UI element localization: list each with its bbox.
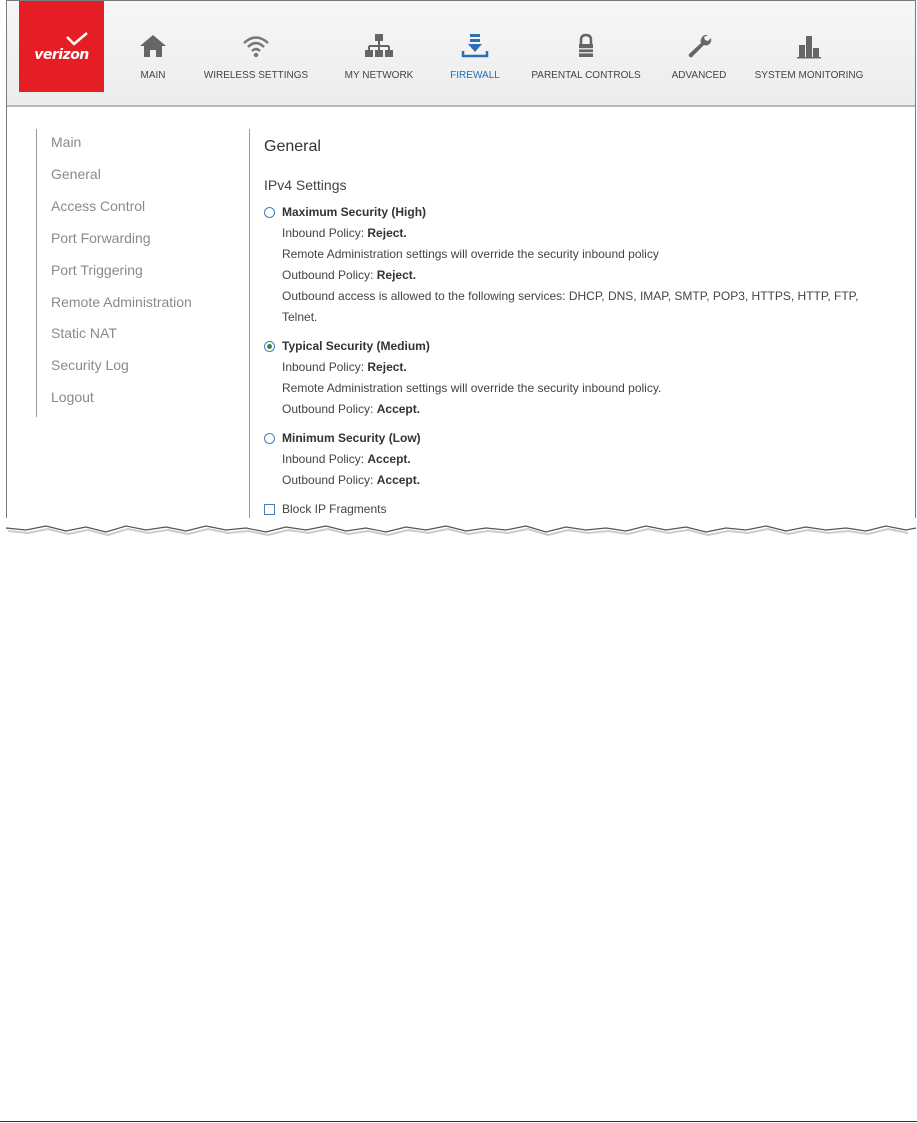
nav-label: WIRELESS SETTINGS [203, 70, 309, 81]
section-title: IPv4 Settings [264, 177, 347, 193]
inbound-policy-value: Reject. [367, 360, 407, 374]
screenshot [6, 0, 916, 538]
block-ip-fragments-label[interactable]: Block IP Fragments [282, 502, 387, 516]
inbound-policy-value: Accept. [367, 452, 411, 466]
torn-edge [6, 518, 916, 538]
sidebar-item-security-log[interactable]: Security Log [51, 357, 129, 373]
outbound-policy-label: Outbound Policy: [282, 268, 377, 282]
nav-label: SYSTEM MONITORING [754, 70, 864, 81]
nav-my-network[interactable] [341, 1, 417, 101]
inbound-policy-text [282, 226, 407, 240]
max-security-label[interactable]: Maximum Security (High) [282, 205, 427, 219]
content-divider [249, 129, 250, 529]
inbound-policy-text [282, 452, 411, 466]
max-security-radio[interactable] [264, 207, 275, 218]
typical-security-radio[interactable] [264, 341, 275, 352]
nav-main[interactable] [133, 1, 173, 101]
outbound-policy-text [282, 402, 420, 416]
outbound-policy-text [282, 268, 416, 282]
verizon-logo[interactable] [19, 1, 104, 92]
inbound-policy-text [282, 360, 407, 374]
allowed-services-text: Outbound access is allowed to the following services: DHCP, DNS, IMAP, SMTP, POP3, HTTPS, HTTP, FTP, [282, 289, 859, 303]
sidebar-item-port-forwarding[interactable]: Port Forwarding [51, 230, 151, 246]
block-ip-fragments-checkbox[interactable] [264, 504, 275, 515]
outbound-policy-text [282, 473, 420, 487]
nav-advanced[interactable] [669, 1, 729, 101]
sidebar-item-logout[interactable]: Logout [51, 389, 94, 405]
inbound-policy-label: Inbound Policy: [282, 452, 368, 466]
router-ui-window [6, 0, 916, 529]
nav-firewall[interactable] [446, 1, 504, 101]
sidebar-item-static-nat[interactable]: Static NAT [51, 325, 117, 341]
outbound-policy-label: Outbound Policy: [282, 473, 377, 487]
sidebar-item-remote-administration[interactable]: Remote Administration [51, 294, 192, 310]
nav-label: FIREWALL [450, 70, 500, 81]
nav-label: PARENTAL CONTROLS [531, 70, 641, 81]
sidebar-item-general[interactable]: General [51, 166, 101, 182]
sidebar-item-port-triggering[interactable]: Port Triggering [51, 262, 143, 278]
nav-system-monitoring[interactable] [752, 1, 866, 101]
nav-label: MAIN [140, 70, 166, 81]
typical-security-label[interactable]: Typical Security (Medium) [282, 339, 430, 353]
min-security-label[interactable]: Minimum Security (Low) [282, 431, 421, 445]
remote-admin-note: Remote Administration settings will override the security inbound policy. [282, 381, 662, 395]
nav-label: ADVANCED [671, 70, 727, 81]
page-title: General [264, 138, 321, 155]
home-icon [138, 33, 168, 59]
logo-text: verizon [34, 47, 89, 63]
bar-chart-icon [794, 33, 824, 59]
nav-wireless-settings[interactable] [200, 1, 312, 101]
lock-icon [571, 33, 601, 59]
sidebar-divider [36, 129, 37, 417]
inbound-policy-value: Reject. [367, 226, 407, 240]
check-mark-icon [65, 31, 89, 47]
nav-parental-controls[interactable] [527, 1, 645, 101]
remote-admin-note: Remote Administration settings will override the security inbound policy [282, 247, 659, 261]
page-bottom-rule [0, 1121, 917, 1122]
top-navigation-bar [7, 1, 915, 107]
outbound-policy-value: Reject. [376, 268, 417, 282]
inbound-policy-label: Inbound Policy: [282, 226, 368, 240]
nav-label: MY NETWORK [344, 70, 414, 81]
wifi-icon [241, 33, 271, 59]
firewall-icon [460, 33, 490, 59]
inbound-policy-label: Inbound Policy: [282, 360, 368, 374]
network-icon [364, 33, 394, 59]
wrench-icon [684, 33, 714, 59]
sidebar-item-main[interactable]: Main [51, 134, 82, 150]
outbound-policy-value: Accept. [376, 473, 421, 487]
outbound-policy-value: Accept. [376, 402, 421, 416]
outbound-policy-label: Outbound Policy: [282, 402, 377, 416]
allowed-services-text-cont: Telnet. [282, 310, 318, 324]
sidebar-item-access-control[interactable]: Access Control [51, 198, 146, 214]
min-security-radio[interactable] [264, 433, 275, 444]
